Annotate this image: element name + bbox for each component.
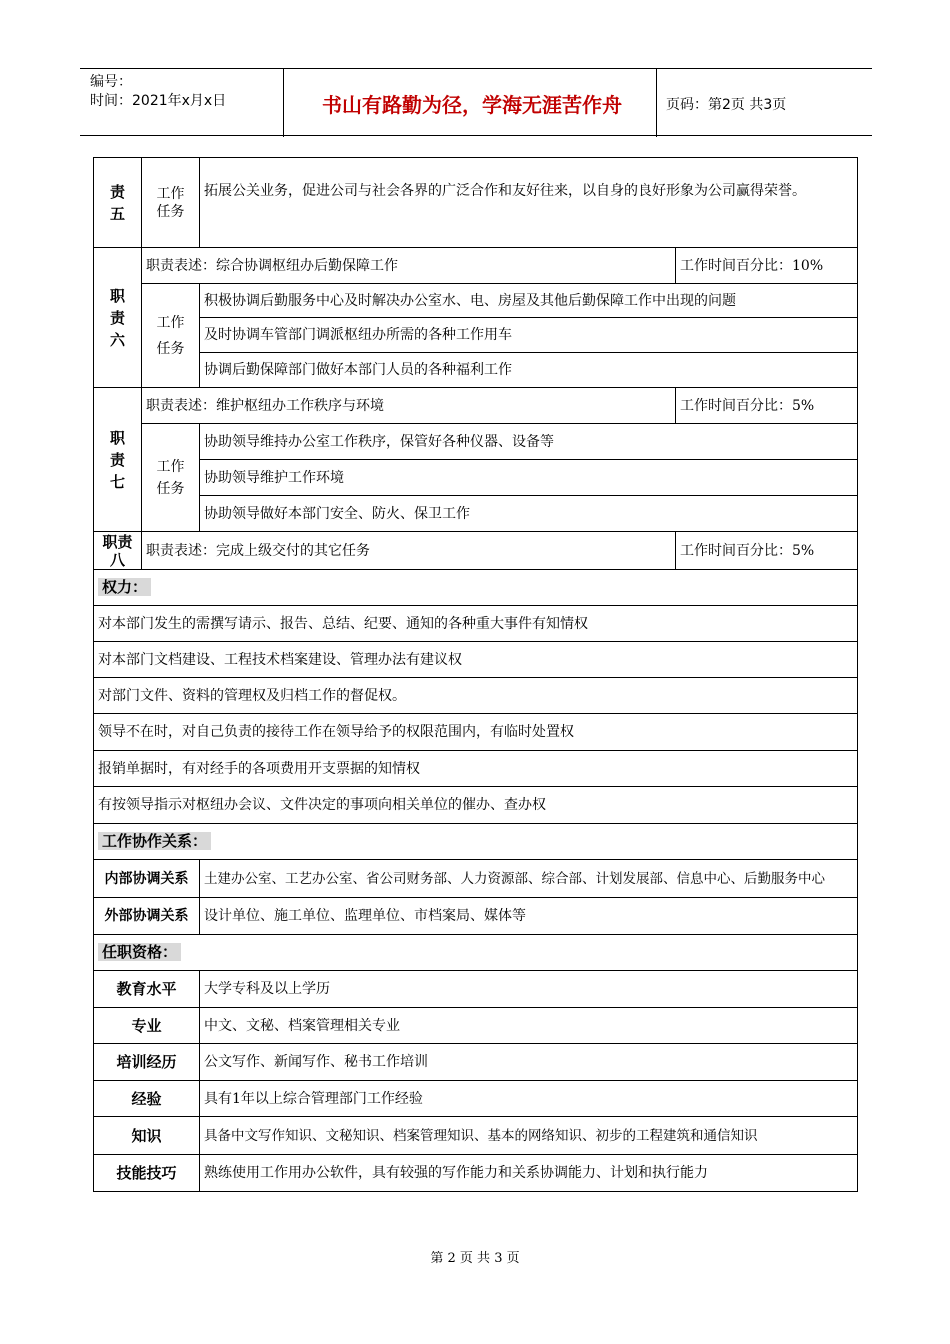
qualification-section-header [94, 935, 858, 971]
power-item: 对本部门发生的需撰写请示、报告、总结、纪要、通知的各种重大事件有知情权 [94, 606, 858, 642]
header-page-number: 页码：第2页 共3页 [666, 97, 787, 113]
power-item: 领导不在时，对自己负责的接待工作在领导给予的权限范围内，有临时处置权 [94, 714, 858, 751]
power-item: 对部门文件、资料的管理权及归档工作的督促权。 [94, 678, 858, 714]
external-coordination-value: 设计单位、施工单位、监理单位、市档案局、媒体等 [200, 898, 858, 935]
qualification-value: 大学专科及以上学历 [200, 971, 858, 1008]
internal-coordination-row [94, 860, 858, 898]
page-footer: 第 2 页 共 3 页 [430, 1251, 520, 1266]
qualification-value: 具备中文写作知识、文秘知识、档案管理知识、基本的网络知识、初步的工程建筑和通信知识 [200, 1117, 858, 1155]
duty-6-statement: 职责表述：综合协调枢纽办后勤保障工作 [142, 248, 676, 284]
duty-7-statement-row [94, 388, 858, 424]
qualification-value: 熟练使用工作用办公软件，具有较强的写作能力和关系协调能力、计划和执行能力 [200, 1155, 858, 1192]
time-label: 时间：2021年x月x日 [90, 93, 227, 109]
duty-7-task-label: 工作 任务 [142, 424, 200, 532]
internal-coordination-label: 内部协调关系 [94, 860, 200, 898]
duty-5-row [94, 158, 858, 248]
qualification-label: 教育水平 [94, 971, 200, 1008]
qualification-label: 技能技巧 [94, 1155, 200, 1192]
duty-6-task-row [94, 353, 858, 388]
qualification-row [94, 1117, 858, 1155]
job-description-table [93, 157, 858, 1192]
header-divider [656, 69, 657, 137]
duty-6-task: 协调后勤保障部门做好本部门人员的各种福利工作 [200, 353, 858, 388]
power-item: 有按领导指示对枢纽办会议、文件决定的事项向相关单位的催办、查办权 [94, 787, 858, 824]
duty-6-task: 积极协调后勤服务中心及时解决办公室水、电、房屋及其他后勤保障工作中出现的问题 [200, 284, 858, 318]
power-item: 报销单据时，有对经手的各项费用开支票据的知情权 [94, 751, 858, 787]
duty-7-task-row [94, 496, 858, 532]
duty-7-percent: 工作时间百分比：5% [676, 388, 858, 424]
qualification-label: 专业 [94, 1008, 200, 1044]
power-row [94, 751, 858, 787]
duty-6-task-row [94, 318, 858, 353]
qualification-value: 中文、文秘、档案管理相关专业 [200, 1008, 858, 1044]
duty-7-task: 协助领导维护工作环境 [200, 460, 858, 496]
duty-6-percent: 工作时间百分比：10% [676, 248, 858, 284]
duty-5-task: 拓展公关业务，促进公司与社会各界的广泛合作和友好往来，以自身的良好形象为公司赢得荣誉。 [200, 158, 858, 248]
qualification-row [94, 1081, 858, 1117]
duty-7-task-row [94, 460, 858, 496]
qualification-row [94, 1155, 858, 1192]
duty-5-label: 责 五 [94, 158, 142, 248]
cooperation-section-header [94, 824, 858, 860]
duty-6-label: 职 责 六 [94, 248, 142, 388]
duty-8-percent: 工作时间百分比：5% [676, 532, 858, 570]
duty-6-task-row [94, 284, 858, 318]
header-motto: 书山有路勤为径，学海无涯苦作舟 [322, 92, 622, 117]
document-header [80, 68, 872, 136]
duty-8-statement: 职责表述：完成上级交付的其它任务 [142, 532, 676, 570]
power-row [94, 714, 858, 751]
qualification-title: 任职资格： [98, 943, 181, 961]
duty-8-row [94, 532, 858, 570]
duty-6-statement-row [94, 248, 858, 284]
power-section-header [94, 570, 858, 606]
duty-7-task-row [94, 424, 858, 460]
power-row [94, 787, 858, 824]
duty-7-statement: 职责表述：维护枢纽办工作秩序与环境 [142, 388, 676, 424]
qualification-value: 具有1年以上综合管理部门工作经验 [200, 1081, 858, 1117]
duty-7-task: 协助领导维持办公室工作秩序，保管好各种仪器、设备等 [200, 424, 858, 460]
power-item: 对本部门文档建设、工程技术档案建设、管理办法有建议权 [94, 642, 858, 678]
number-label: 编号： [90, 74, 132, 90]
qualification-row [94, 1008, 858, 1044]
qualification-label: 知识 [94, 1117, 200, 1155]
qualification-label: 培训经历 [94, 1044, 200, 1081]
duty-5-task-label: 工作 任务 [142, 158, 200, 248]
duty-7-task: 协助领导做好本部门安全、防火、保卫工作 [200, 496, 858, 532]
duty-7-label: 职 责 七 [94, 388, 142, 532]
power-row [94, 606, 858, 642]
power-row [94, 678, 858, 714]
header-meta [90, 73, 226, 111]
duty-8-label: 职责 八 [94, 532, 142, 570]
qualification-label: 经验 [94, 1081, 200, 1117]
duty-6-task: 及时协调车管部门调派枢纽办所需的各种工作用车 [200, 318, 858, 353]
internal-coordination-value: 土建办公室、工艺办公室、省公司财务部、人力资源部、综合部、计划发展部、信息中心、后勤服务中心 [200, 860, 858, 898]
power-row [94, 642, 858, 678]
cooperation-title: 工作协作关系： [98, 832, 211, 850]
qualification-row [94, 971, 858, 1008]
duty-6-task-label: 工作 任务 [142, 284, 200, 388]
external-coordination-label: 外部协调关系 [94, 898, 200, 935]
power-title: 权力： [98, 578, 151, 596]
qualification-value: 公文写作、新闻写作、秘书工作培训 [200, 1044, 858, 1081]
qualification-row [94, 1044, 858, 1081]
external-coordination-row [94, 898, 858, 935]
header-divider [283, 69, 284, 137]
